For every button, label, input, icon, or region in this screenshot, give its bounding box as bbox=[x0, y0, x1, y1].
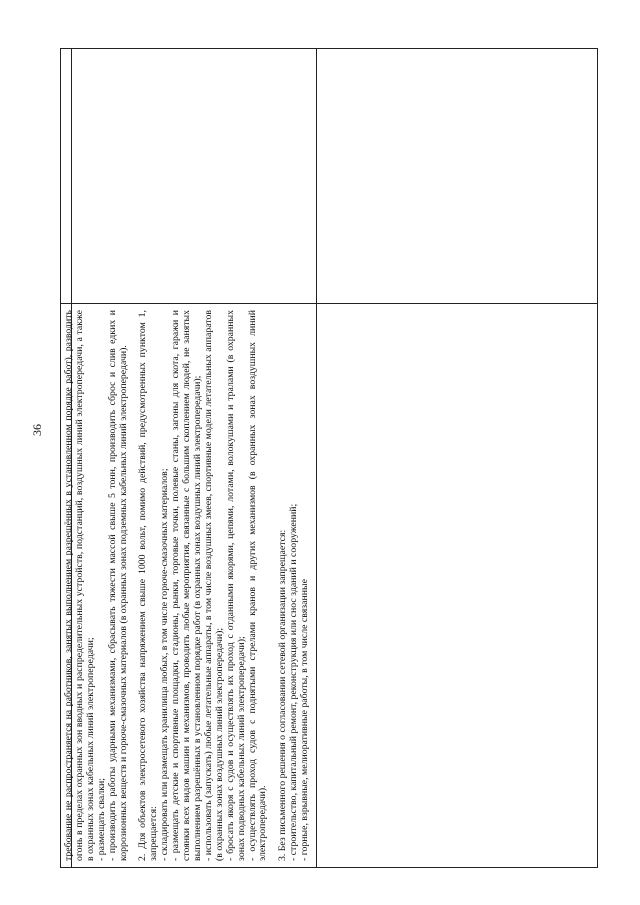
paragraph: - производить работы ударными механизмами, сбрасывать тяжести массой свыше 5 тонн, производить сброс и слив едких и коррозионных веществ и горюче-смазочных материалов (в охранных зонах подземных кабельных линий электропередачи). bbox=[106, 310, 129, 861]
paragraph: - размещать свалки; bbox=[95, 778, 107, 861]
paragraph: - использовать (запускать) любые летательные аппараты, в том числе воздушных змеев, спортивные модели летательных аппаратов (в охранных зонах воздушных линий электропередачи); bbox=[202, 310, 225, 861]
document-text bbox=[62, 304, 311, 867]
rotated-text-cell bbox=[62, 304, 317, 867]
page-number: 36 bbox=[30, 424, 44, 436]
paragraph: - строительство, капитальный ремонт, реконструкция или снос зданий и сооружений; bbox=[288, 503, 300, 861]
paragraph: - складировать или размещать хранилища любых, в том числе горюче-смазочных материалов; bbox=[159, 468, 171, 861]
paragraph: - бросать якоря с судов и осуществлять их проход с отданными якорями, цепями, лотами, волокушами и тралами (в охранных зонах подводных кабельных линий электропередачи); bbox=[224, 310, 247, 861]
paragraph: 3. Без письменного решения о согласовании сетевой организации запрещается: bbox=[277, 529, 289, 861]
paragraph: 2. Для объектов электросетевого хозяйства напряжением свыше 1000 вольт, помимо действий, предусмотренных пунктом 1, запрещается: bbox=[137, 310, 160, 861]
paragraph: - осуществлять проход судов с поднятыми стрелами кранов и других механизмов (в охранных зонах воздушных линий электропередачи). bbox=[246, 310, 269, 861]
paragraph: требование не распространяется на работников, занятых выполнением разрешённых в установленном порядке работ), разводить огонь в пределах охранных зон вводных и распределительных устройств, подстанций, воздушных линий электропередачи, а также в охранных зонах кабельных линий электропередачи; bbox=[63, 310, 96, 861]
table-frame bbox=[60, 48, 598, 868]
paragraph: - горные, взрывные, мелиоративные работы, в том числе связанные bbox=[299, 579, 311, 861]
paragraph: - размещать детские и спортивные площадки, стадионы, рынки, торговые точки, полевые станы, загоны для скота, гаражи и стоянки всех видов машин и механизмов, проводить любые мероприятия, связанные с большим скоплением людей, не занятых выполнением разрешённых в установленном порядке работ (в охранных зонах воздушных линий электропередачи); bbox=[170, 310, 203, 861]
